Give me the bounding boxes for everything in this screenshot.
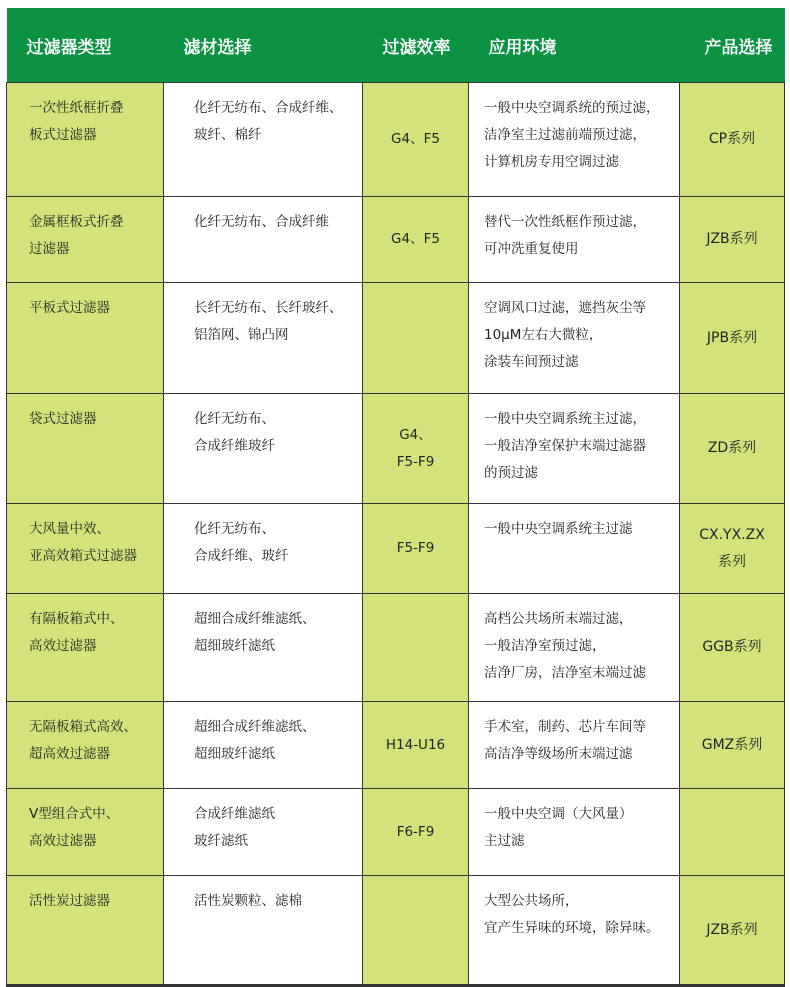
header-row [7, 8, 785, 83]
environment-text: 10μM左右大微粒， [484, 327, 603, 343]
product-cell [680, 789, 785, 876]
efficiency-text: F5-F9 [396, 453, 435, 470]
table-row [7, 702, 785, 789]
product-text: ZD系列 [707, 440, 757, 456]
media-cell [164, 702, 363, 789]
header-efficiency: 过滤效率 [363, 8, 469, 83]
media-text: 合成纤维玻纤 [194, 438, 275, 454]
table-row [7, 283, 785, 394]
media-text: 活性炭颗粒、滤棉 [194, 893, 302, 909]
environment-text: 一般洁净室预过滤， [484, 638, 606, 654]
environment-text: 主过滤 [484, 833, 525, 849]
environment-text: 宜产生异味的环境，除异味。 [484, 920, 660, 936]
product-cell [680, 504, 785, 594]
filter-type-text: 过滤器 [29, 241, 70, 257]
media-text: 玻纤滤纸 [194, 833, 248, 849]
product-text: CP系列 [708, 131, 756, 147]
media-text: 合成纤维、玻纤 [194, 548, 289, 564]
filter-type-cell [7, 702, 164, 789]
environment-text: 替代一次性纸框作预过滤， [484, 214, 646, 230]
environment-cell [469, 504, 680, 594]
efficiency-cell [363, 83, 469, 197]
filter-type-cell [7, 504, 164, 594]
filter-type-text: 一次性纸框折叠 [29, 100, 124, 116]
efficiency-cell [363, 283, 469, 394]
table-row [7, 594, 785, 702]
media-cell [164, 394, 363, 504]
environment-text: 可冲洗重复使用 [484, 241, 579, 257]
header-media: 滤材选择 [164, 8, 363, 83]
environment-text: 高洁净等级场所末端过滤 [484, 746, 633, 762]
media-cell [164, 876, 363, 986]
product-cell [680, 283, 785, 394]
efficiency-text: G4、F5 [391, 131, 440, 147]
header-environment: 应用环境 [469, 8, 680, 83]
efficiency-cell [363, 394, 469, 504]
table-row [7, 789, 785, 876]
product-text: 系列 [718, 553, 746, 570]
media-text: 化纤无纺布、 [194, 411, 275, 427]
media-text: 化纤无纺布、 [194, 521, 275, 537]
efficiency-text: F5-F9 [396, 540, 435, 556]
environment-cell [469, 702, 680, 789]
efficiency-text: F6-F9 [396, 823, 435, 840]
efficiency-cell [363, 876, 469, 986]
filter-type-cell [7, 594, 164, 702]
efficiency-cell [363, 702, 469, 789]
header-product: 产品选择 [680, 8, 785, 83]
environment-text: 大型公共场所， [484, 893, 579, 909]
media-text: 超细玻纤滤纸 [194, 746, 275, 762]
media-text: 合成纤维滤纸 [194, 806, 275, 822]
media-cell [164, 197, 363, 283]
media-text: 铝箔网、锦凸网 [194, 327, 289, 343]
filter-type-text: 金属框板式折叠 [29, 214, 124, 230]
environment-text: 高档公共场所末端过滤， [484, 611, 633, 627]
media-text: 玻纤、棉纤 [194, 127, 262, 143]
environment-cell [469, 197, 680, 283]
filter-type-text: 超高效过滤器 [29, 746, 110, 762]
product-text: JZB系列 [706, 921, 758, 938]
media-cell [164, 789, 363, 876]
filter-type-cell [7, 876, 164, 986]
media-text: 化纤无纺布、合成纤维、 [194, 100, 343, 116]
table-row [7, 83, 785, 197]
environment-cell [469, 83, 680, 197]
table-row [7, 876, 785, 986]
environment-cell [469, 789, 680, 876]
product-cell [680, 702, 785, 789]
product-cell [680, 594, 785, 702]
filter-type-text: V型组合式中、 [29, 806, 120, 822]
filter-type-text: 亚高效箱式过滤器 [29, 548, 137, 564]
media-text: 超细合成纤维滤纸、 [194, 611, 316, 627]
filter-selection-table [6, 8, 785, 987]
filter-type-text: 板式过滤器 [29, 127, 97, 143]
filter-type-text: 大风量中效、 [29, 521, 110, 537]
environment-text: 空调风口过滤，遮挡灰尘等 [484, 300, 646, 316]
environment-cell [469, 394, 680, 504]
filter-type-text: 有隔板箱式中、 [29, 611, 124, 627]
environment-text: 一般洁净室保护末端过滤器 [484, 438, 646, 454]
filter-type-text: 高效过滤器 [29, 833, 97, 849]
environment-cell [469, 876, 680, 986]
product-text: JPB系列 [706, 329, 758, 346]
efficiency-text: G4、 [399, 426, 432, 443]
efficiency-cell [363, 789, 469, 876]
media-cell [164, 83, 363, 197]
filter-type-text: 活性炭过滤器 [29, 893, 110, 909]
filter-type-text: 袋式过滤器 [29, 411, 97, 427]
product-cell [680, 197, 785, 283]
environment-text: 洁净厂房，洁净室末端过滤 [484, 665, 646, 681]
product-text: JZB系列 [706, 231, 758, 247]
filter-type-text: 高效过滤器 [29, 638, 97, 654]
table-row [7, 197, 785, 283]
filter-type-text: 无隔板箱式高效、 [29, 719, 137, 735]
filter-type-cell [7, 283, 164, 394]
product-cell [680, 83, 785, 197]
environment-text: 一般中央空调系统主过滤， [484, 411, 646, 427]
product-text: CX.YX.ZX [699, 526, 765, 543]
environment-text: 计算机房专用空调过滤 [484, 154, 619, 170]
product-text: GGB系列 [702, 639, 762, 655]
media-cell [164, 594, 363, 702]
header-filter-type: 过滤器类型 [7, 8, 164, 83]
efficiency-text: G4、F5 [391, 231, 440, 247]
filter-type-cell [7, 394, 164, 504]
environment-text: 的预过滤 [484, 465, 538, 481]
environment-text: 一般中央空调（大风量） [484, 806, 633, 822]
product-cell [680, 876, 785, 986]
environment-text: 涂装车间预过滤 [484, 354, 579, 370]
environment-cell [469, 594, 680, 702]
media-text: 超细合成纤维滤纸、 [194, 719, 316, 735]
media-text: 化纤无纺布、合成纤维 [194, 214, 329, 230]
efficiency-cell [363, 504, 469, 594]
environment-text: 洁净室主过滤前端预过滤， [484, 127, 646, 143]
product-cell [680, 394, 785, 504]
environment-text: 一般中央空调系统的预过滤， [484, 100, 660, 116]
environment-text: 一般中央空调系统主过滤 [484, 521, 633, 537]
media-cell [164, 283, 363, 394]
table-row [7, 504, 785, 594]
product-text: GMZ系列 [701, 736, 763, 753]
media-cell [164, 504, 363, 594]
environment-cell [469, 283, 680, 394]
environment-text: 手术室，制药、芯片车间等 [484, 719, 646, 735]
efficiency-cell [363, 197, 469, 283]
media-text: 超细玻纤滤纸 [194, 638, 275, 654]
filter-type-cell [7, 789, 164, 876]
filter-type-text: 平板式过滤器 [29, 300, 110, 316]
efficiency-text: H14-U16 [385, 736, 446, 753]
efficiency-cell [363, 594, 469, 702]
table-row [7, 394, 785, 504]
media-text: 长纤无纺布、长纤玻纤、 [194, 300, 343, 316]
filter-type-cell [7, 83, 164, 197]
filter-type-cell [7, 197, 164, 283]
